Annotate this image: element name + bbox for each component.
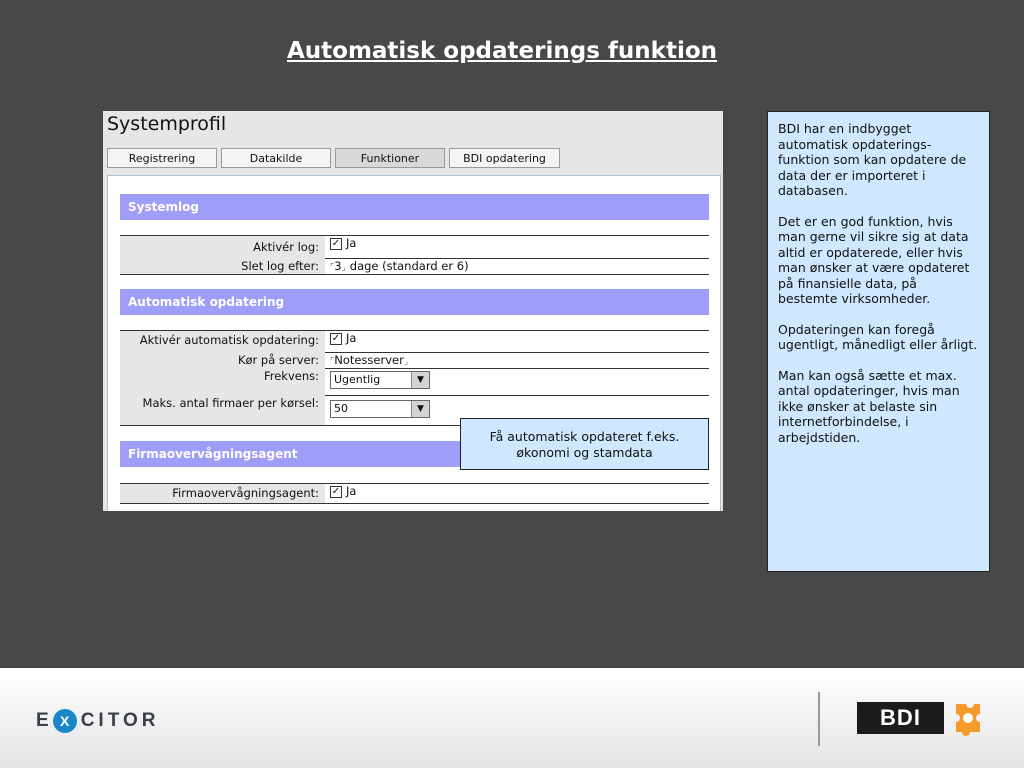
monitoring-agent-value [330, 484, 709, 503]
section-systemlog-heading: Systemlog [120, 194, 709, 220]
callout-note: Få automatisk opdateret f.eks. økonomi og stamdata [460, 418, 709, 470]
max-firms-label: Maks. antal firmaer per kørsel: [120, 395, 325, 425]
panel-heading: Systemprofil [107, 113, 227, 135]
server-value [330, 352, 709, 368]
side-note [767, 111, 990, 572]
footer [0, 668, 1024, 768]
row-enable-log [120, 235, 709, 259]
enable-auto-update-checkbox[interactable]: ✓ [331, 332, 341, 344]
enable-log-label: Aktivér log: [120, 236, 325, 258]
server-field-end-marker: ⌟ [403, 357, 409, 367]
row-delete-log [120, 258, 709, 275]
tab-funktioner[interactable]: Funktioner [335, 148, 445, 168]
side-note-paragraph: BDI har en indbygget automatisk opdaterings-funktion som kan opdatere de data der er importeret i databasen. [778, 121, 967, 198]
enable-log-checkbox[interactable]: ✓ [331, 237, 341, 249]
field-start-marker: ⌜ [330, 263, 335, 273]
monitoring-agent-checkbox[interactable]: ✓ [331, 485, 341, 497]
excitor-x-icon: X [53, 709, 77, 733]
enable-auto-update-value [330, 331, 709, 352]
footer-divider [818, 692, 820, 746]
section-auto-update-heading: Automatisk opdatering [120, 289, 709, 315]
enable-auto-update-label: Aktivér automatisk opdatering: [120, 331, 325, 352]
delete-log-value [330, 258, 709, 274]
enable-auto-update-text: Ja [346, 331, 357, 345]
excitor-logo [36, 708, 159, 734]
chevron-down-icon[interactable]: ▼ [411, 401, 429, 417]
frequency-select[interactable] [330, 371, 430, 389]
delete-log-suffix: dage (standard er 6) [349, 259, 469, 273]
side-note-paragraph: Man kan også sætte et max. antal opdateringer, hvis man ikke ønsker at belaste sin internetforbindelse, i arbejdstiden. [778, 367, 960, 445]
enable-log-text: Ja [346, 236, 357, 250]
row-monitoring-agent [120, 483, 709, 504]
delete-log-label: Slet log efter: [120, 258, 325, 274]
monitoring-agent-text: Ja [346, 484, 357, 498]
tab-registrering[interactable]: Registrering [107, 148, 217, 168]
row-server [120, 352, 709, 369]
frequency-label: Frekvens: [120, 368, 325, 395]
frequency-selected: Ugentlig [334, 373, 381, 386]
tab-datakilde[interactable]: Datakilde [221, 148, 331, 168]
max-firms-select[interactable] [330, 400, 430, 418]
row-enable-auto-update [120, 330, 709, 353]
tab-bdi-opdatering[interactable]: BDI opdatering [449, 148, 560, 168]
excitor-logo-suffix: CITOR [80, 710, 160, 731]
side-note-paragraph: Opdateringen kan foregå ugentligt, månedligt eller årligt. [778, 321, 978, 352]
server-label: Kør på server: [120, 352, 325, 368]
monitoring-agent-label: Firmaovervågningsagent: [120, 484, 325, 503]
field-end-marker: ⌟ [341, 263, 346, 273]
bdi-logo: BDI [857, 702, 944, 734]
side-note-paragraph: Det er en god funktion, hvis man gerne vil sikre sig at data altid er opdaterede, eller hvis man ønsker at være opdateret på finansielle data, på bestemte virksomheder. [778, 213, 970, 306]
bdi-puzzle-icon [948, 698, 988, 738]
slide-title: Automatisk opdaterings funktion [286, 38, 718, 64]
frequency-value [330, 368, 709, 395]
excitor-logo-prefix: E [36, 710, 53, 731]
server-field-start-marker: ⌜ [330, 357, 335, 367]
max-firms-selected: 50 [334, 402, 348, 415]
delete-log-input[interactable]: 3 [334, 259, 342, 273]
server-input[interactable]: Notesserver [334, 353, 404, 367]
row-frequency [120, 368, 709, 396]
enable-log-value [330, 236, 709, 258]
chevron-down-icon[interactable]: ▼ [411, 372, 429, 388]
section-monitoring-heading: Firmaovervågningsagent [120, 441, 709, 467]
